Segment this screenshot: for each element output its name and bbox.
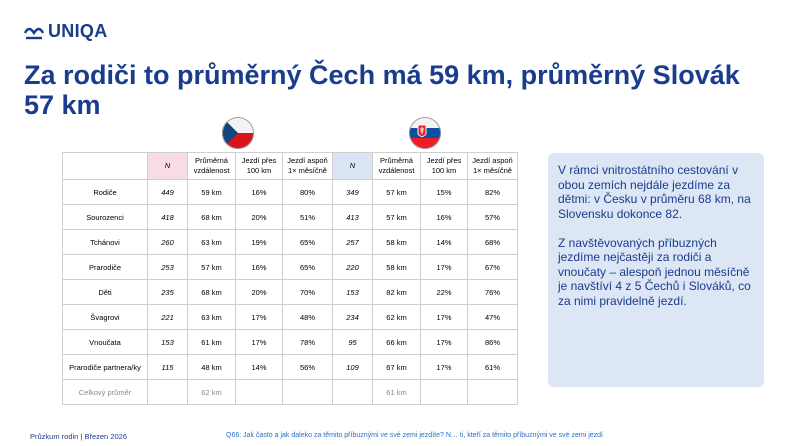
table-row: [63, 305, 518, 330]
uniqa-logo-icon: [24, 24, 44, 40]
table-cell: 20%: [236, 205, 283, 230]
table-cell: 16%: [421, 205, 468, 230]
czech-flag-icon: [222, 117, 254, 149]
uniqa-logo: [24, 21, 108, 42]
row-label: Sourozenci: [63, 205, 148, 230]
row-label: Švagrovi: [63, 305, 148, 330]
table-cell: 153: [148, 330, 188, 355]
distance-table: [62, 152, 518, 405]
table-cell: [283, 380, 333, 405]
row-label: Tchánovi: [63, 230, 148, 255]
row-label: Vnoučata: [63, 330, 148, 355]
table-cell: 57%: [468, 205, 518, 230]
table-cell: 76%: [468, 280, 518, 305]
table-cell: 95: [333, 330, 373, 355]
table-cell: 68%: [468, 230, 518, 255]
table-cell: 19%: [236, 230, 283, 255]
row-label: Prarodiče: [63, 255, 148, 280]
footer-source: Průzkum rodin | Březen 2026: [30, 432, 127, 441]
header-cell: Průměrná vzdálenost: [188, 153, 236, 180]
table-cell: 57 km: [373, 180, 421, 205]
table-cell: [468, 380, 518, 405]
table-cell: 22%: [421, 280, 468, 305]
table-cell: 48%: [283, 305, 333, 330]
header-cell: Jezdí přes 100 km: [421, 153, 468, 180]
table-header-row: [63, 153, 518, 180]
table-cell: 48 km: [188, 355, 236, 380]
table-cell: 62 km: [188, 380, 236, 405]
table-cell: 235: [148, 280, 188, 305]
table-cell: 78%: [283, 330, 333, 355]
table-cell: 16%: [236, 255, 283, 280]
table-cell: 63 km: [188, 230, 236, 255]
table-cell: 58 km: [373, 230, 421, 255]
row-label: Prarodiče partnera/ky: [63, 355, 148, 380]
table-cell: 65%: [283, 255, 333, 280]
table-cell: 80%: [283, 180, 333, 205]
table-row-total: [63, 380, 518, 405]
table-cell: 57 km: [373, 205, 421, 230]
table-cell: [148, 380, 188, 405]
table-cell: 82%: [468, 180, 518, 205]
table-cell: 17%: [421, 255, 468, 280]
row-label: Rodiče: [63, 180, 148, 205]
table-row: [63, 355, 518, 380]
table-cell: 153: [333, 280, 373, 305]
table-cell: 86%: [468, 330, 518, 355]
table-cell: 59 km: [188, 180, 236, 205]
table-cell: [421, 380, 468, 405]
row-label-total: Celkový průměr: [63, 380, 148, 405]
table-cell: 16%: [236, 180, 283, 205]
table-row: [63, 230, 518, 255]
table-cell: 61 km: [188, 330, 236, 355]
table-cell: 17%: [236, 305, 283, 330]
table-cell: 17%: [421, 355, 468, 380]
table-cell: 61 km: [373, 380, 421, 405]
table-row: [63, 280, 518, 305]
table-cell: 449: [148, 180, 188, 205]
table-cell: 253: [148, 255, 188, 280]
table-cell: 220: [333, 255, 373, 280]
header-cell-n-sk: N: [333, 153, 373, 180]
table-cell: 349: [333, 180, 373, 205]
table-cell: 63 km: [188, 305, 236, 330]
info-paragraph-2: Z navštěvovaných příbuzných jezdíme nejčastěji za rodiči a vnoučaty – alespoň jednou měsíčně je navštíví 4 z 5 Čechů i Slováků, co za nimi pravidelně jezdí.: [558, 235, 751, 308]
table-row: [63, 180, 518, 205]
brand-name: UNIQA: [48, 21, 108, 41]
table-cell: 418: [148, 205, 188, 230]
row-label: Děti: [63, 280, 148, 305]
table-cell: 82 km: [373, 280, 421, 305]
header-cell: Průměrná vzdálenost: [373, 153, 421, 180]
table-cell: 413: [333, 205, 373, 230]
table-cell: 65%: [283, 230, 333, 255]
table-cell: 67%: [468, 255, 518, 280]
table-cell: 56%: [283, 355, 333, 380]
table-cell: [333, 380, 373, 405]
table-cell: 221: [148, 305, 188, 330]
table-cell: [236, 380, 283, 405]
table-cell: 58 km: [373, 255, 421, 280]
page-title: Za rodiči to průměrný Čech má 59 km, průměrný Slovák 57 km: [24, 60, 740, 120]
table-cell: 115: [148, 355, 188, 380]
table-cell: 20%: [236, 280, 283, 305]
table-cell: 17%: [236, 330, 283, 355]
header-cell: Jezdí přes 100 km: [236, 153, 283, 180]
header-cell: [63, 153, 148, 180]
table-cell: 109: [333, 355, 373, 380]
slovak-flag-icon: [409, 117, 441, 149]
table-cell: 17%: [421, 305, 468, 330]
table-cell: 68 km: [188, 280, 236, 305]
table-row: [63, 205, 518, 230]
table-cell: 70%: [283, 280, 333, 305]
table-cell: 260: [148, 230, 188, 255]
info-paragraph-1: V rámci vnitrostátního cestování v obou zemích nejdále jezdíme za dětmi: v Česku v průměru 68 km, na Slovensku dokonce 82.: [558, 163, 751, 221]
table-cell: 234: [333, 305, 373, 330]
table-cell: 61%: [468, 355, 518, 380]
table-cell: 66 km: [373, 330, 421, 355]
table-cell: 51%: [283, 205, 333, 230]
footer-question: Q66: Jak často a jak daleko za těmito příbuznými ve své zemi jezdíte? N… ti, kteří za těmito příbuznými ve své zemi jezdí: [226, 432, 603, 439]
table-cell: 17%: [421, 330, 468, 355]
table-cell: 68 km: [188, 205, 236, 230]
table-row: [63, 255, 518, 280]
table-cell: 15%: [421, 180, 468, 205]
table-row: [63, 330, 518, 355]
table-cell: 14%: [421, 230, 468, 255]
header-cell: Jezdí aspoň 1× měsíčně: [283, 153, 333, 180]
table-cell: 14%: [236, 355, 283, 380]
table-cell: 47%: [468, 305, 518, 330]
table-cell: 257: [333, 230, 373, 255]
header-cell: Jezdí aspoň 1× měsíčně: [468, 153, 518, 180]
table-cell: 67 km: [373, 355, 421, 380]
header-cell-n-cz: N: [148, 153, 188, 180]
table-cell: 57 km: [188, 255, 236, 280]
table-cell: 62 km: [373, 305, 421, 330]
info-box: [548, 153, 764, 387]
